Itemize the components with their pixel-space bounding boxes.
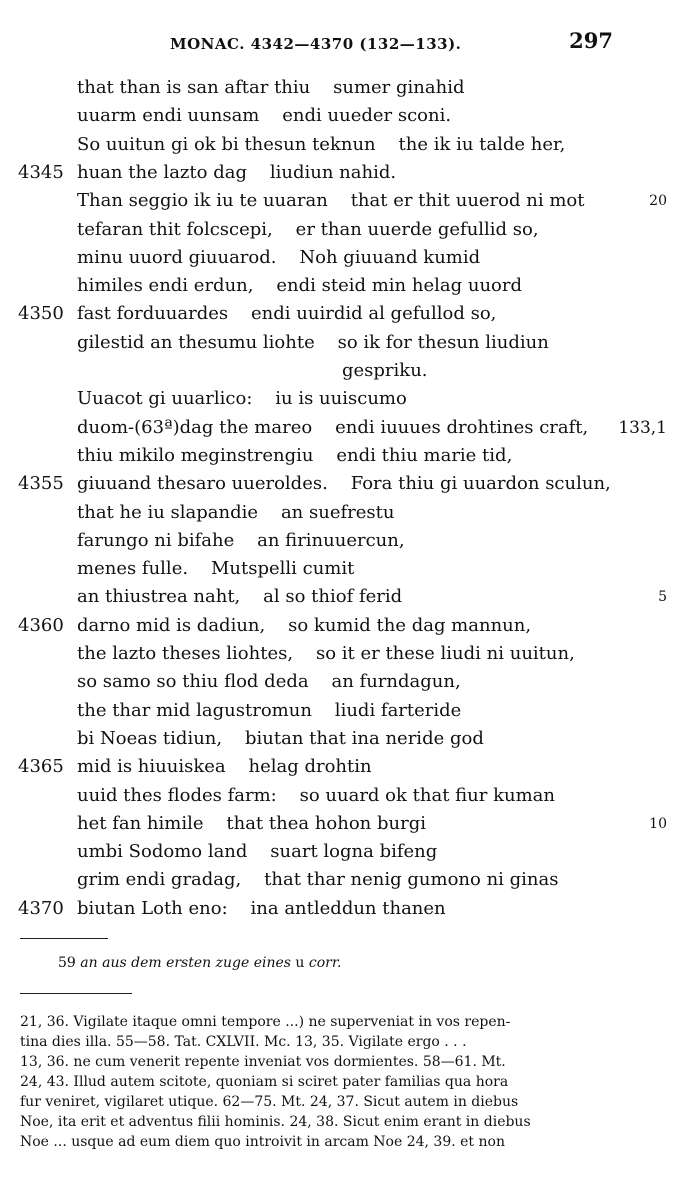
poem-line: gespriku. bbox=[342, 360, 428, 381]
poem-line: Than seggio ik iu te uuaran that er thit uuerod ni mot bbox=[77, 190, 585, 212]
poem-line: uuid thes flodes farm: so uuard ok that fiur kuman bbox=[77, 784, 555, 806]
note-line: 24, 43. Illud autem scitote, quoniam si sciret pater familias qua hora bbox=[20, 1074, 509, 1090]
notes-divider bbox=[20, 993, 132, 994]
margin-reference: 5 bbox=[658, 589, 667, 606]
margin-reference: 10 bbox=[649, 815, 667, 832]
poem-line: biutan Loth eno: ina antleddun thanen bbox=[77, 897, 446, 919]
apparatus-divider bbox=[20, 938, 108, 939]
note-line: 21, 36. Vigilate itaque omni tempore ...) ne superveniat in vos repen- bbox=[20, 1014, 511, 1030]
verse-line-number: 4355 bbox=[18, 473, 64, 495]
poem-line: that than is san aftar thiu sumer ginahid bbox=[77, 77, 465, 98]
poem-line: So uuitun gi ok bi thesun teknun the ik iu talde her, bbox=[77, 133, 566, 155]
verse-line-number: 4350 bbox=[18, 303, 64, 325]
poem-line: so samo so thiu flod deda an furndagun, bbox=[77, 671, 461, 693]
poem-line: het fan himile that thea hohon burgi bbox=[77, 812, 426, 834]
poem-line: that he iu slapandie an suefrestu bbox=[77, 501, 395, 523]
poem-line: darno mid is dadiun, so kumid the dag mannun, bbox=[77, 614, 532, 636]
note-line: fur veniret, vigilaret utique. 62—75. Mt. 24, 37. Sicut autem in diebus bbox=[20, 1094, 519, 1110]
apparatus-note: aus dem ersten zuge eines bbox=[102, 955, 291, 971]
note-line: tina dies illa. 55—58. Tat. CXLVII. Mc. 13, 35. Vigilate ergo . . . bbox=[20, 1034, 467, 1050]
poem-line: gilestid an thesumu liohte so ik for thesun liudiun bbox=[77, 331, 549, 353]
running-head-title: MONAC. 4342—4370 (132—133). bbox=[170, 35, 462, 53]
poem-line: farungo ni bifahe an firinuuercun, bbox=[77, 529, 405, 551]
apparatus-abbr: corr. bbox=[308, 955, 342, 971]
poem-line: the thar mid lagustromun liudi farteride bbox=[77, 699, 462, 721]
note-line: Noe ... usque ad eum diem quo introivit in arcam Noe 24, 39. et non bbox=[20, 1134, 505, 1150]
verse-line-number: 4345 bbox=[18, 161, 64, 183]
poem-line: bi Noeas tidiun, biutan that ina neride god bbox=[77, 727, 484, 749]
poem-line: an thiustrea naht, al so thiof ferid bbox=[77, 586, 403, 608]
margin-reference: 20 bbox=[649, 193, 667, 210]
verse-line-number: 4360 bbox=[18, 614, 64, 636]
poem-line: menes fulle. Mutspelli cumit bbox=[77, 558, 355, 580]
note-line: Noe, ita erit et adventus filii hominis. 24, 38. Sicut enim erant in diebus bbox=[20, 1114, 531, 1130]
poem-line: thiu mikilo meginstrengiu endi thiu marie tid, bbox=[77, 444, 513, 466]
poem-line: duom-(63ª)dag the mareo endi iuuues drohtines craft, bbox=[77, 416, 589, 438]
poem-line: the lazto theses liohtes, so it er these liudi ni uuitun, bbox=[77, 643, 575, 664]
poem-line: uuarm endi uunsam endi uueder sconi. bbox=[77, 105, 452, 127]
poem-line: grim endi gradag, that thar nenig gumono ni ginas bbox=[77, 869, 559, 891]
poem-line: Uuacot gi uuarlico: iu is uuiscumo bbox=[77, 388, 407, 410]
poem-line: minu uuord giuuarod. Noh giuuand kumid bbox=[77, 246, 481, 268]
verse-line-number: 4365 bbox=[18, 756, 64, 778]
poem-line: himiles endi erdun, endi steid min helag uuord bbox=[77, 275, 522, 297]
apparatus-line-ref: 59 bbox=[58, 955, 76, 971]
poem-line: umbi Sodomo land suart logna bifeng bbox=[77, 841, 438, 863]
poem-line: tefaran thit folcscepi, er than uuerde gefullid so, bbox=[77, 218, 539, 240]
poem-line: huan the lazto dag liudiun nahid. bbox=[77, 161, 397, 183]
critical-apparatus bbox=[58, 955, 341, 971]
apparatus-word: an bbox=[80, 955, 98, 971]
poem-line: mid is hiuuiskea helag drohtin bbox=[77, 756, 372, 778]
margin-reference: 133,1 bbox=[618, 417, 667, 438]
note-line: 13, 36. ne cum venerit repente inveniat vos dormientes. 58—61. Mt. bbox=[20, 1054, 506, 1070]
apparatus-letter: u bbox=[295, 955, 305, 971]
page-number: 297 bbox=[569, 28, 613, 53]
poem-line: fast forduuardes endi uuirdid al gefullod so, bbox=[77, 303, 497, 325]
poem-line: giuuand thesaro uueroldes. Fora thiu gi uuardon sculun, bbox=[77, 473, 611, 495]
verse-line-number: 4370 bbox=[18, 897, 64, 919]
source-notes bbox=[20, 1012, 668, 1152]
